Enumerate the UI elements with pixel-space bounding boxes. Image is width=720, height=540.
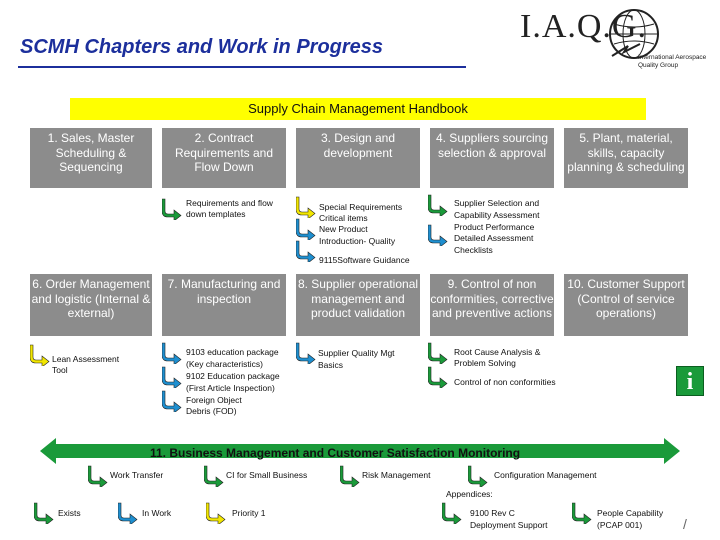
bent-arrow-icon bbox=[428, 194, 448, 216]
bent-arrow-icon bbox=[162, 342, 182, 364]
handbook-banner: Supply Chain Management Handbook bbox=[70, 98, 646, 120]
bent-arrow-icon bbox=[30, 344, 50, 366]
chapter-4-box: 4. Suppliers sourcing selection & approval bbox=[430, 128, 554, 188]
item-lean-assessment: Lean Assessment bbox=[52, 354, 120, 364]
page-title: SCMH Chapters and Work in Progress bbox=[20, 36, 384, 58]
bent-arrow-icon bbox=[206, 502, 226, 524]
chapter-5-box: 5. Plant, material, skills, capacity planning & scheduling bbox=[564, 128, 688, 188]
bent-arrow-icon bbox=[428, 366, 448, 388]
item-debris-fod: Debris (FOD) bbox=[186, 406, 237, 416]
item-key-characteristics: (Key characteristics) bbox=[186, 359, 263, 369]
item-introduction-quality: Introduction- Quality bbox=[319, 236, 396, 246]
item-ci-small-business: CI for Small Business bbox=[226, 470, 308, 480]
chapter-2-box: 2. Contract Requirements and Flow Down bbox=[162, 128, 286, 188]
title-underline bbox=[18, 66, 466, 68]
chapter-9-box: 9. Control of non conformities, corrective and preventive actions bbox=[430, 274, 554, 336]
bent-arrow-icon bbox=[296, 196, 316, 218]
item-basics: Basics bbox=[318, 360, 344, 370]
item-lean-tool: Tool bbox=[52, 365, 68, 375]
logo-wordmark: I.A.Q.G. bbox=[520, 8, 647, 45]
item-special-requirements: Special Requirements bbox=[319, 202, 403, 212]
bent-arrow-icon bbox=[296, 218, 316, 240]
item-requirements-flow: Requirements and flow bbox=[186, 198, 273, 208]
info-icon[interactable]: i bbox=[676, 366, 704, 396]
bent-arrow-icon bbox=[340, 465, 360, 487]
bent-arrow-icon bbox=[118, 502, 138, 524]
legend-in-work: In Work bbox=[142, 508, 172, 518]
legend-exists: Exists bbox=[58, 508, 81, 518]
chapter-1-box: 1. Sales, Master Scheduling & Sequencing bbox=[30, 128, 152, 188]
bent-arrow-icon bbox=[442, 502, 462, 524]
bent-arrow-icon bbox=[34, 502, 54, 524]
item-critical-items: Critical items bbox=[319, 213, 368, 223]
bent-arrow-icon bbox=[162, 366, 182, 388]
item-pcap-001: (PCAP 001) bbox=[597, 520, 643, 530]
chapter-11-label: 11. Business Management and Customer Satisfaction Monitoring bbox=[150, 446, 521, 460]
chapter-3-box: 3. Design and development bbox=[296, 128, 420, 188]
bent-arrow-icon bbox=[296, 342, 316, 364]
item-risk-management: Risk Management bbox=[362, 470, 431, 480]
item-capability-assessment: Capability Assessment bbox=[454, 210, 540, 220]
item-9103-education: 9103 education package bbox=[186, 347, 279, 357]
item-people-capability: People Capability bbox=[597, 508, 664, 518]
item-root-cause: Root Cause Analysis & bbox=[454, 347, 541, 357]
legend-priority-1: Priority 1 bbox=[232, 508, 266, 518]
item-control-nonconformities: Control of non conformities bbox=[454, 377, 556, 387]
bent-arrow-icon bbox=[296, 240, 316, 262]
item-new-product: New Product bbox=[319, 224, 368, 234]
chapter-10-box: 10. Customer Support (Control of service operations) bbox=[564, 274, 688, 336]
item-product-performance: Product Performance bbox=[454, 222, 535, 232]
bent-arrow-icon bbox=[162, 198, 182, 220]
slide-marker: / bbox=[683, 516, 687, 532]
chapter-7-box: 7. Manufacturing and inspection bbox=[162, 274, 286, 336]
bent-arrow-icon bbox=[162, 390, 182, 412]
item-9102-education: 9102 Education package bbox=[186, 371, 280, 381]
chapter-8-box: 8. Supplier operational management and product validation bbox=[296, 274, 420, 336]
bent-arrow-icon bbox=[572, 502, 592, 524]
item-supplier-selection: Supplier Selection and bbox=[454, 198, 540, 208]
bent-arrow-icon bbox=[468, 465, 488, 487]
appendices-label: Appendices: bbox=[446, 489, 493, 499]
item-supplier-quality-mgt: Supplier Quality Mgt bbox=[318, 348, 395, 358]
item-configuration-management: Configuration Management bbox=[494, 470, 597, 480]
item-requirements-flow-2: down templates bbox=[186, 209, 246, 219]
chapter-6-box: 6. Order Management and logistic (Internal & external) bbox=[30, 274, 152, 336]
item-foreign-object: Foreign Object bbox=[186, 395, 242, 405]
item-checklists: Checklists bbox=[454, 245, 493, 255]
item-deployment-support: Deployment Support bbox=[470, 520, 548, 530]
item-software-guidance: 9115Software Guidance bbox=[319, 255, 410, 265]
logo-subtitle-line2: Quality Group bbox=[638, 62, 679, 69]
bent-arrow-icon bbox=[428, 342, 448, 364]
item-9100-rev-c: 9100 Rev C bbox=[470, 508, 515, 518]
iaqg-logo bbox=[520, 6, 716, 76]
bent-arrow-icon bbox=[204, 465, 224, 487]
item-problem-solving: Problem Solving bbox=[454, 358, 516, 368]
item-first-article: (First Article Inspection) bbox=[186, 383, 275, 393]
bent-arrow-icon bbox=[88, 465, 108, 487]
bent-arrow-icon bbox=[428, 224, 448, 246]
logo-subtitle-line1: International Aerospace bbox=[638, 54, 707, 61]
item-work-transfer: Work Transfer bbox=[110, 470, 164, 480]
item-detailed-assessment: Detailed Assessment bbox=[454, 233, 534, 243]
